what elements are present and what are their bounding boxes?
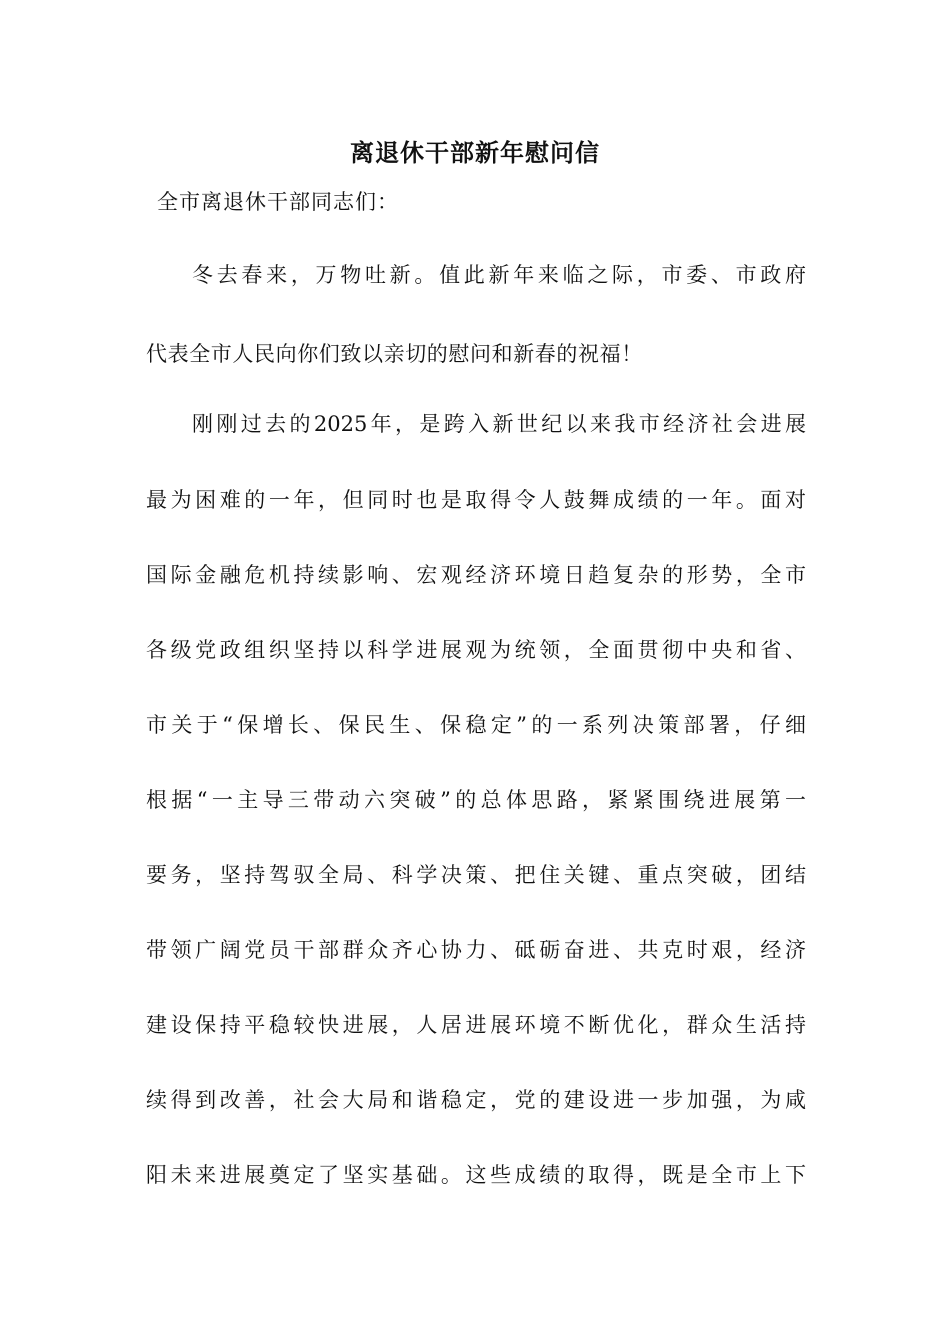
- paragraph-2-line-8: 带领广阔党员干部群众齐心协力、砥砺奋进、共克时艰，经济: [146, 938, 806, 962]
- paragraph-2-line-9: 建设保持平稳较快进展，人居进展环境不断优化，群众生活持: [146, 1013, 806, 1037]
- document-title: 离退休干部新年慰问信: [350, 138, 600, 167]
- paragraph-2-line-10: 续得到改善，社会大局和谐稳定，党的建设进一步加强，为咸: [146, 1088, 806, 1112]
- paragraph-1-line-2: 代表全市人民向你们致以亲切的慰问和新春的祝福！: [146, 342, 643, 366]
- paragraph-2-line-1: 刚刚过去的2025年，是跨入新世纪以来我市经济社会进展: [192, 412, 806, 436]
- paragraph-2-line-11: 阳未来进展奠定了坚实基础。这些成绩的取得，既是全市上下: [146, 1163, 806, 1187]
- paragraph-2-line-6: 根据“一主导三带动六突破”的总体思路，紧紧围绕进展第一: [146, 788, 806, 812]
- paragraph-2-line-5: 市关于“保增长、保民生、保稳定”的一系列决策部署，仔细: [146, 713, 806, 737]
- paragraph-1-line-1: 冬去春来，万物吐新。值此新年来临之际，市委、市政府: [192, 263, 806, 287]
- paragraph-2-line-7: 要务，坚持驾驭全局、科学决策、把住关键、重点突破，团结: [146, 863, 806, 887]
- paragraph-2-line-4: 各级党政组织坚持以科学进展观为统领，全面贯彻中央和省、: [146, 638, 806, 662]
- salutation: 全市离退休干部同志们：: [157, 190, 399, 214]
- paragraph-2-line-2: 最为困难的一年，但同时也是取得令人鼓舞成绩的一年。面对: [146, 488, 806, 512]
- paragraph-2-line-3: 国际金融危机持续影响、宏观经济环境日趋复杂的形势，全市: [146, 563, 806, 587]
